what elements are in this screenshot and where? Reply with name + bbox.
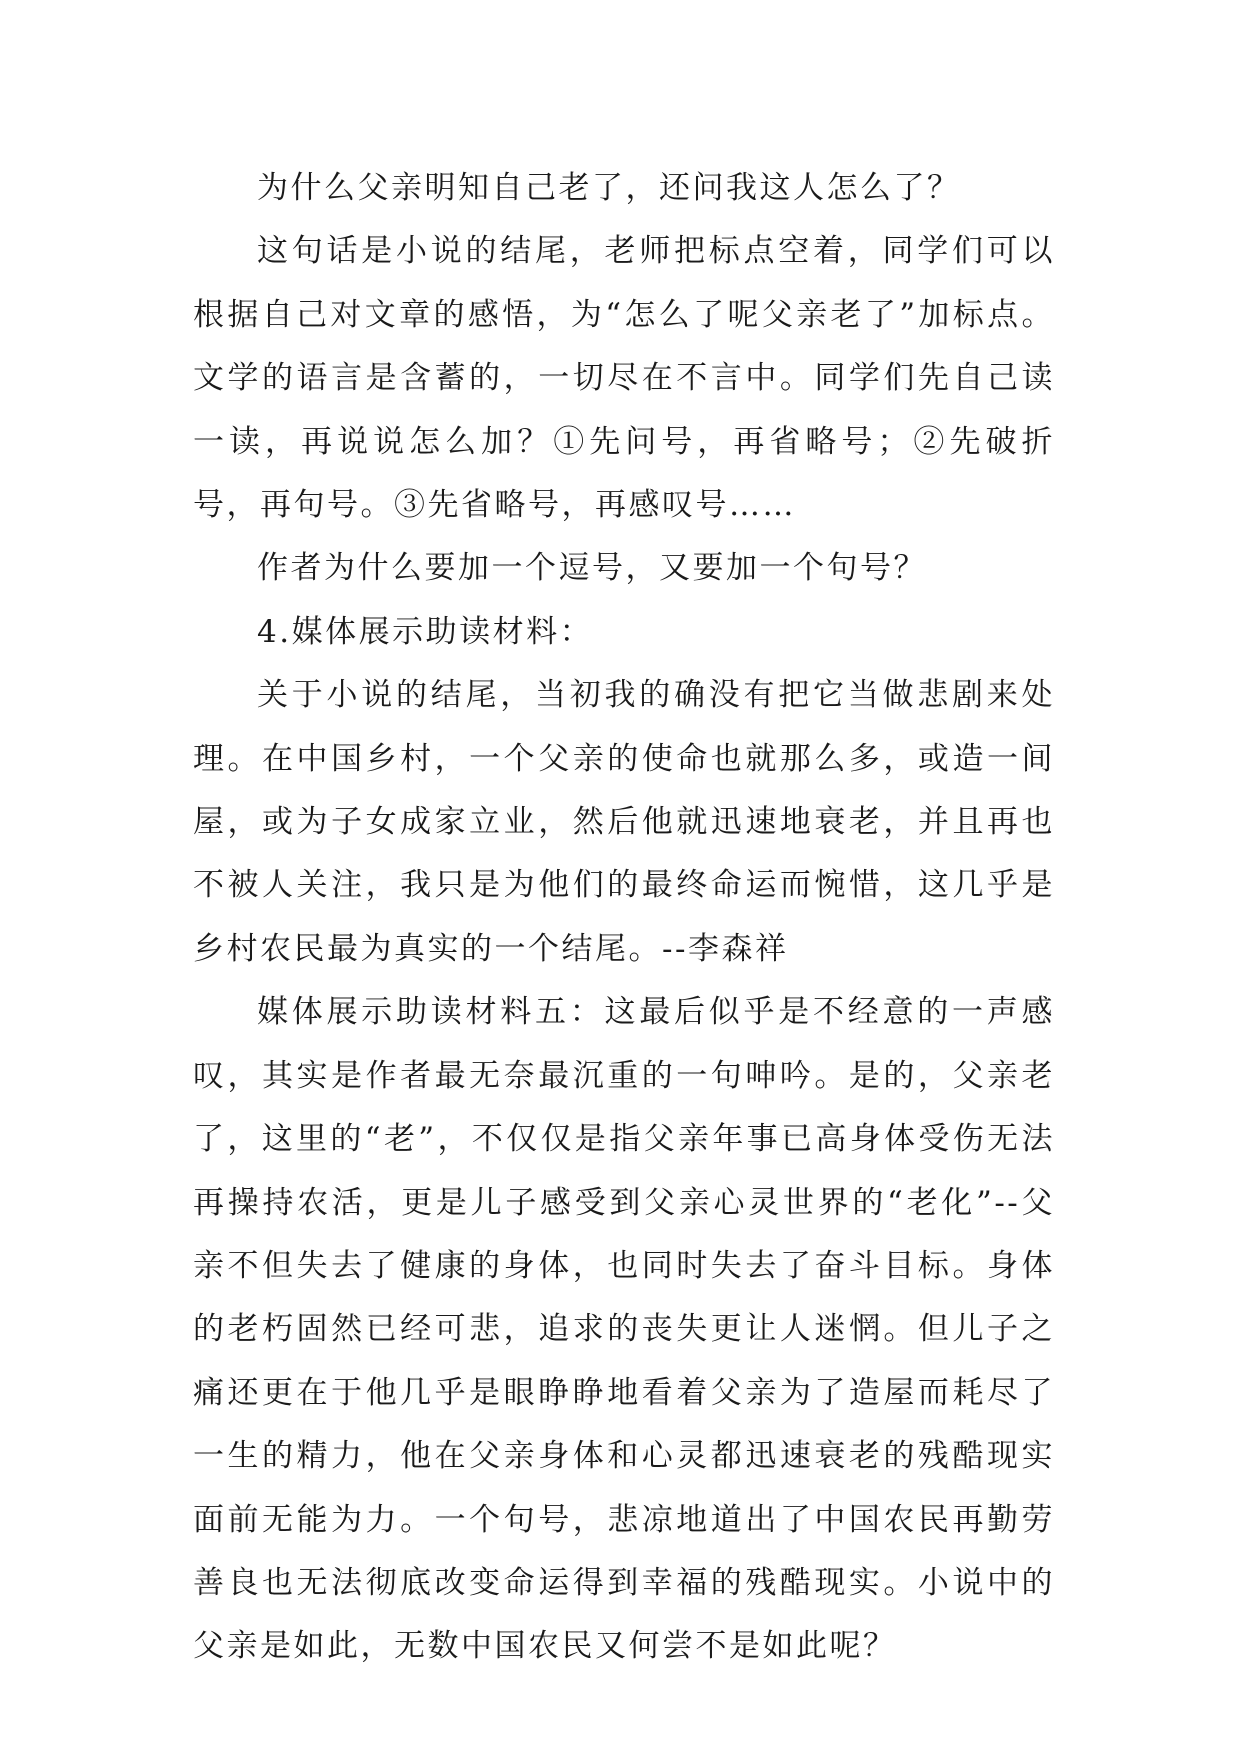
paragraph-media-material-five: 媒体展示助读材料五：这最后似乎是不经意的一声感叹，其实是作者最无奈最沉重的一句呻吟。是的，父亲老了，这里的“老”，不仅仅是指父亲年事已高身体受伤无法再操持农活，更是儿子感受到父亲心灵世界的“老化”--父亲不但失去了健康的身体，也同时失去了奋斗目标。身体的老朽固然已经可悲，追求的丧失更让人迷惘。但儿子之痛还更在于他几乎是眼睁睁地看着父亲为了造屋而耗尽了一生的精力，他在父亲身体和心灵都迅速衰老的残酷现实面前无能为力。一个句号，悲凉地道出了中国农民再勤劳善良也无法彻底改变命运得到幸福的残酷现实。小说中的父亲是如此，无数中国农民又何尝不是如此呢？ <box>193 994 1055 1665</box>
paragraph-comma-period-question: 作者为什么要加一个逗号，又要加一个句号？ <box>257 550 927 587</box>
paragraph-question-father-old: 为什么父亲明知自己老了，还问我这人怎么了？ <box>257 170 961 206</box>
paragraph-media-heading: 4.媒体展示助读材料： <box>257 613 594 650</box>
paragraph-punctuation-exercise: 这句话是小说的结尾，老师把标点空着，同学们可以根据自己对文章的感悟，为“怎么了呢父亲老了”加标点。文学的语言是含蓄的，一切尽在不言中。同学们先自己读一读，再说说怎么加？①先问号，再省略号；②先破折号，再句号。③先省略号，再感叹号…… <box>193 233 1055 524</box>
document-page <box>193 157 1055 1679</box>
paragraph-author-quote: 关于小说的结尾，当初我的确没有把它当做悲剧来处理。在中国乡村，一个父亲的使命也就那么多，或造一间屋，或为子女成家立业，然后他就迅速地衰老，并且再也不被人关注，我只是为他们的最终命运而惋惜，这几乎是乡村农民最为真实的一个结尾。--李森祥 <box>193 677 1055 967</box>
